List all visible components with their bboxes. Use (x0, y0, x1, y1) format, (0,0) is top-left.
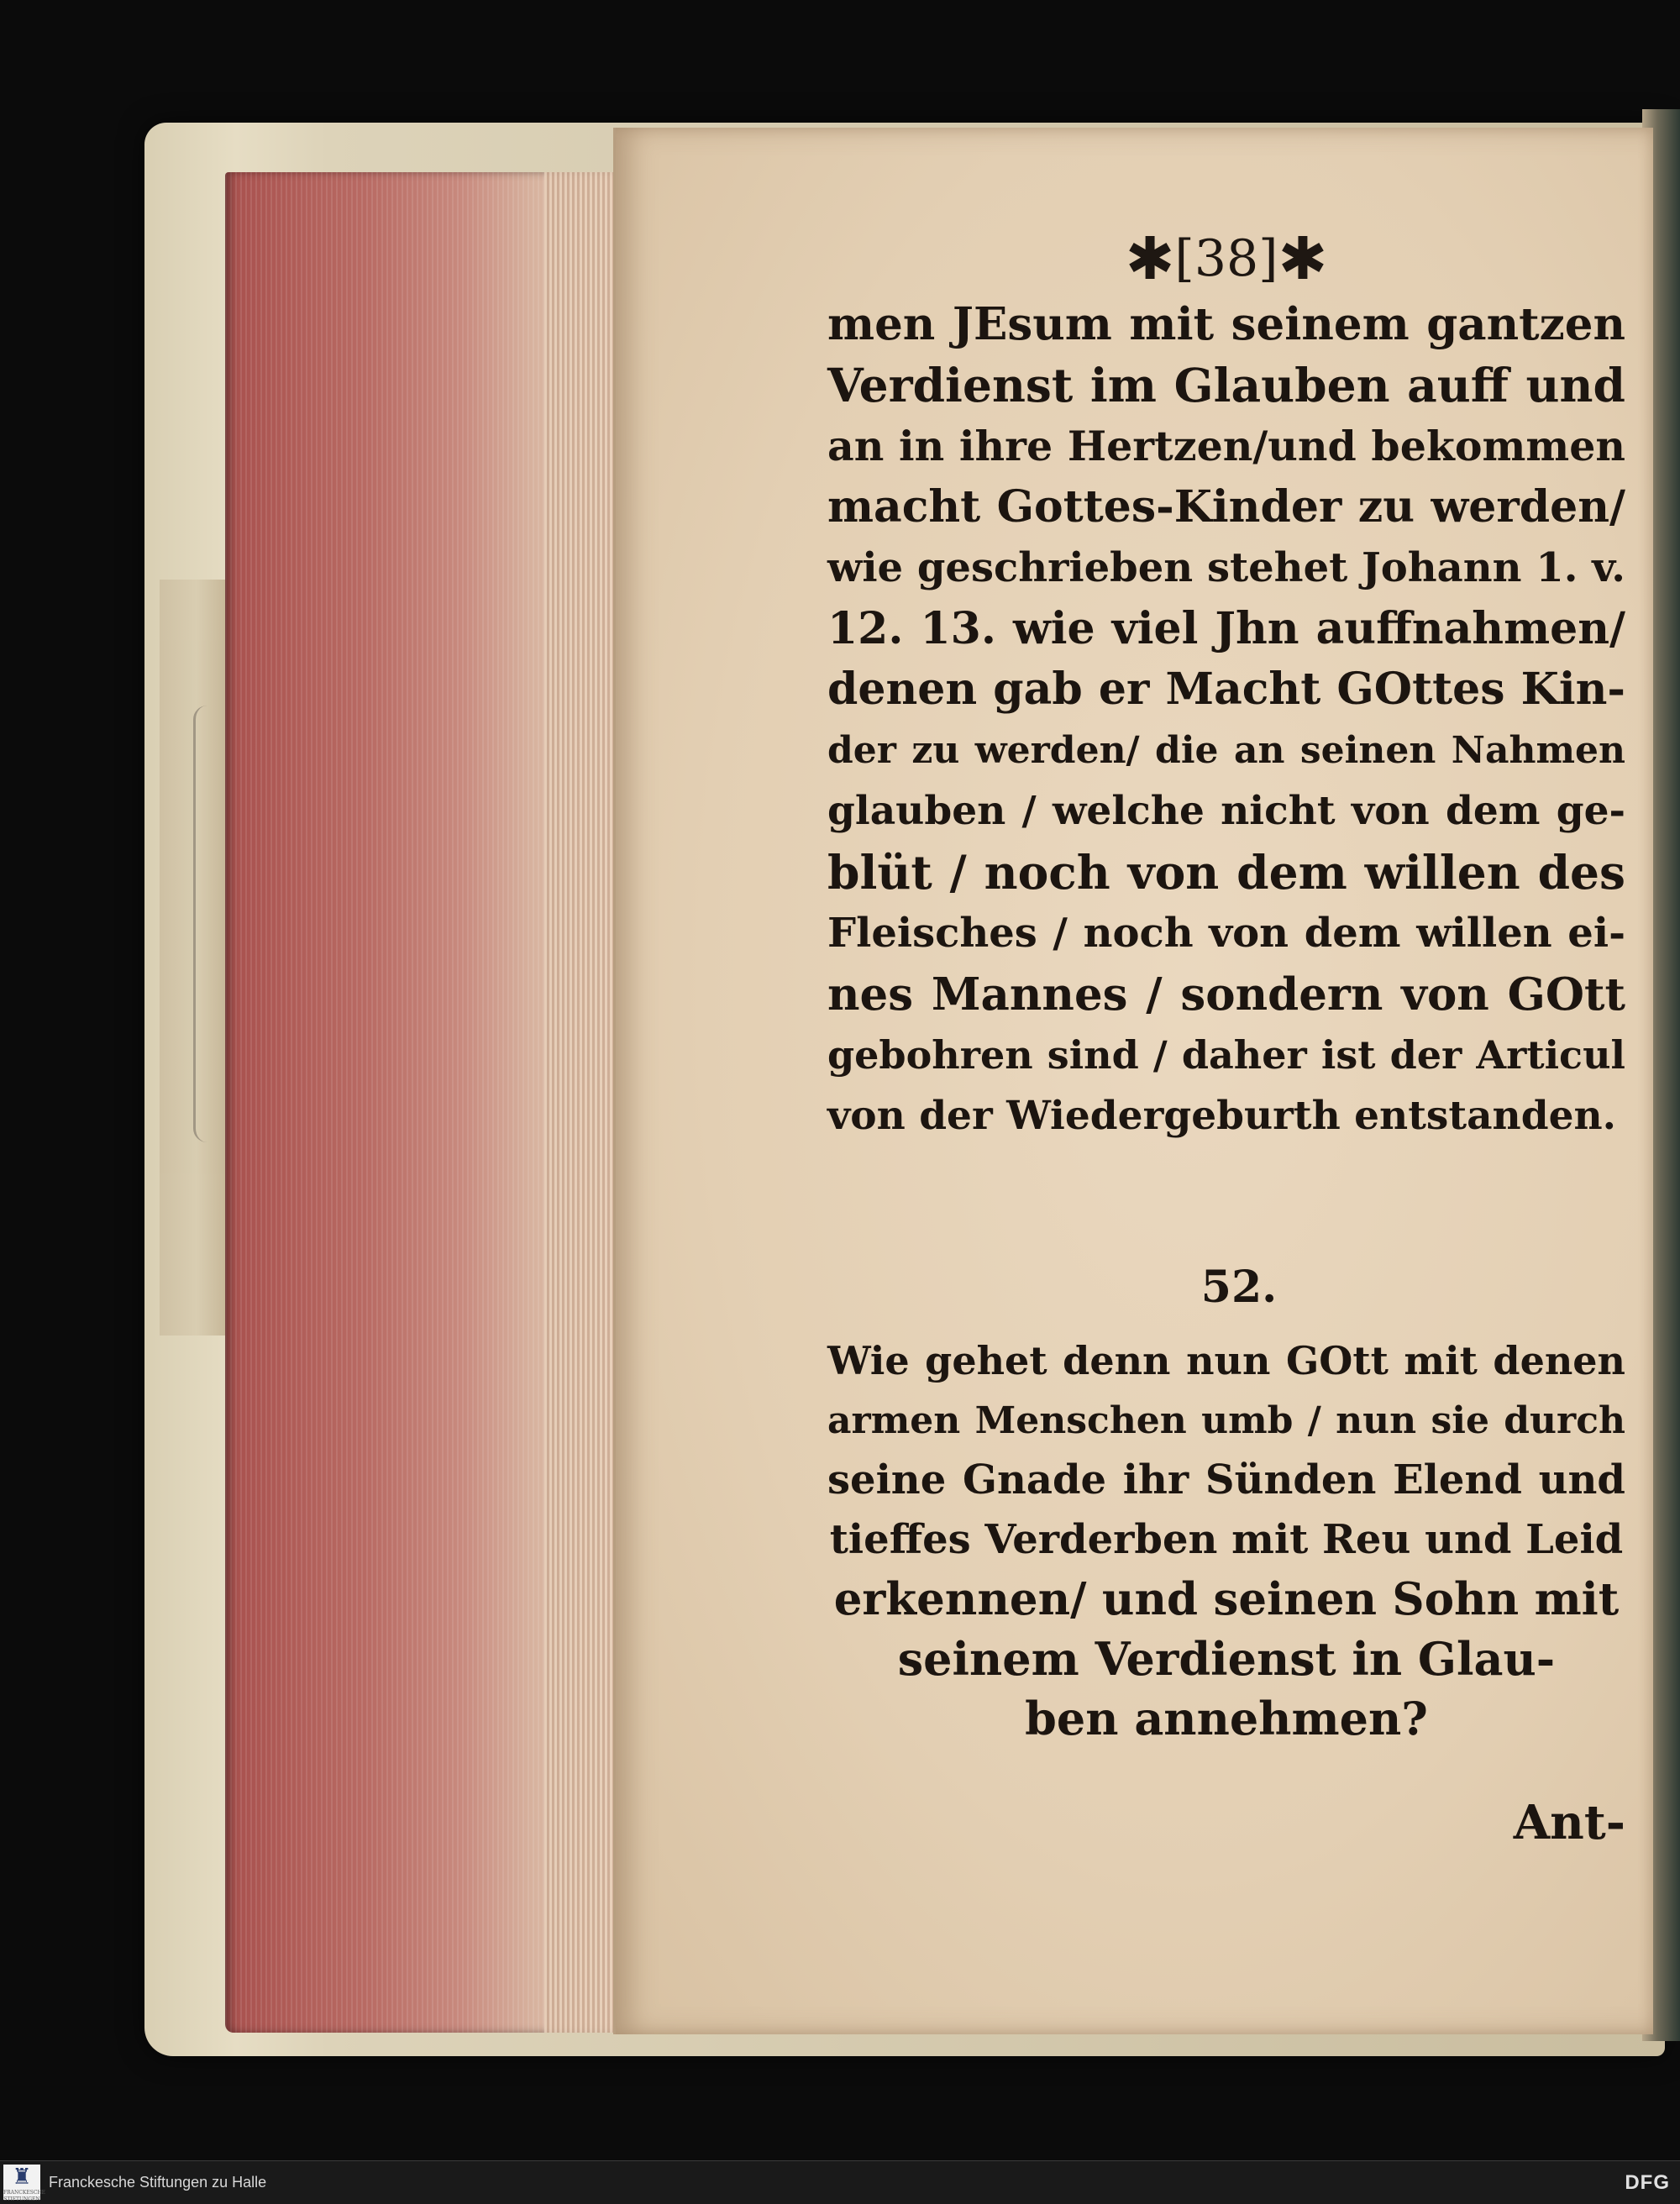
institution-logo-icon (3, 2165, 46, 2202)
text-line: gebohren sind / daher ist der Articul (827, 1032, 1625, 1078)
text-line: 12. 13. wie viel Jhn auffnahmen/ (827, 602, 1625, 654)
viewer-footer (0, 2160, 1680, 2204)
catchword: Ant- (1513, 1795, 1625, 1850)
question-text (827, 1331, 1625, 1749)
question-line: erkennen/ und seinen Sohn mit (833, 1573, 1620, 1625)
question-line: ben annehmen? (1025, 1692, 1428, 1745)
text-line: glauben / welche nicht von dem ge- (827, 788, 1625, 834)
question-line: seine Gnade ihr Sünden Elend und (827, 1456, 1625, 1503)
spine-fragment (160, 580, 234, 1336)
page-edges (225, 172, 620, 2033)
text-line: men JEsum mit seinem gantzen (827, 298, 1625, 350)
page-number: [38] (1174, 229, 1278, 288)
ornament-star-icon: ✱ (1125, 224, 1175, 293)
page-header (1092, 225, 1361, 292)
question-line: seinem Verdienst in Glau- (897, 1632, 1556, 1686)
text-line: macht Gottes-Kinder zu werden/ (827, 480, 1625, 533)
logo-caption: FRANCKESCHE STIFTUNGEN (3, 2190, 46, 2202)
ornament-star-icon: ✱ (1278, 224, 1328, 293)
question-line: Wie gehet denn nun GOtt mit denen (827, 1338, 1625, 1383)
logo-glyph: ♜ (12, 2165, 32, 2190)
text-line: denen gab er Macht GOttes Kin- (827, 664, 1625, 715)
text-line: nes Mannes / sondern von GOtt (827, 968, 1625, 1021)
question-line: tieffes Verderben mit Reu und Leid (829, 1516, 1624, 1563)
text-line: Verdienst im Glauben auff und (827, 357, 1625, 412)
text-line: von der Wiedergeburth entstanden. (827, 1092, 1617, 1139)
funder-logo: DFG (1625, 2171, 1670, 2194)
text-line: der zu werden/ die an seinen Nahmen (827, 728, 1625, 772)
text-line: blüt / noch von dem willen des (827, 844, 1625, 900)
institution-name: Franckesche Stiftungen zu Halle (49, 2174, 267, 2191)
text-line: Fleisches / noch von dem willen ei- (827, 910, 1625, 957)
question-number: 52. (1200, 1262, 1278, 1313)
question-line: armen Menschen umb / nun sie durch (827, 1399, 1625, 1442)
text-line: wie geschrieben stehet Johann 1. v. (827, 544, 1625, 591)
body-text (827, 294, 1625, 1147)
text-line: an in ihre Hertzen/und bekommen (827, 422, 1625, 470)
